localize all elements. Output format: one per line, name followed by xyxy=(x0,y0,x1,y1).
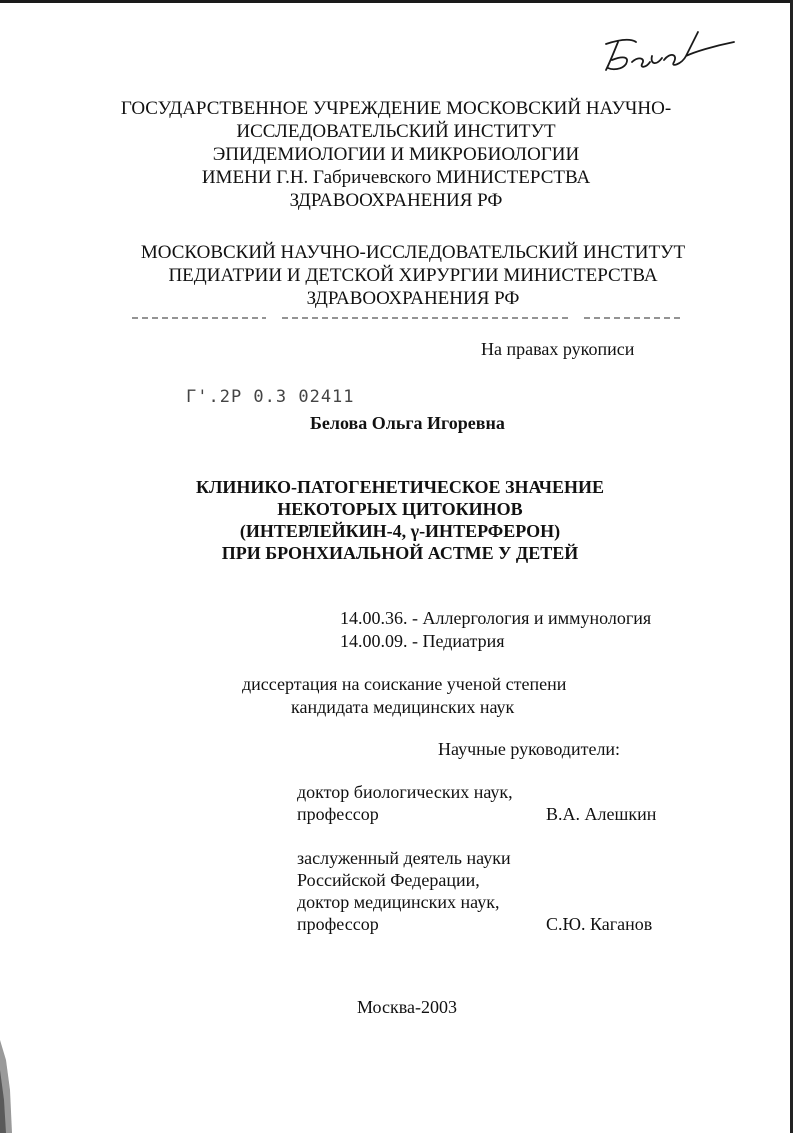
title-line: НЕКОТОРЫХ ЦИТОКИНОВ xyxy=(277,499,523,519)
city-year-footer: Москва-2003 xyxy=(357,997,457,1017)
supervisor-2-credential: заслуженный деятель науки xyxy=(297,848,511,868)
degree-line: диссертация на соискание ученой степени xyxy=(242,674,567,694)
scan-edge-top xyxy=(0,0,793,3)
title-line: ПРИ БРОНХИАЛЬНОЙ АСТМЕ У ДЕТЕЙ xyxy=(221,543,579,563)
manuscript-rights-label: На правах рукописи xyxy=(481,339,635,359)
handwritten-signature xyxy=(596,22,736,77)
supervisors-heading: Научные руководители: xyxy=(438,739,621,759)
scan-edge-shadow xyxy=(0,1040,14,1133)
archive-stamp-number: Г'.2Р 0.3 02411 xyxy=(186,387,355,407)
supervisor-1-name: В.А. Алешкин xyxy=(546,804,657,824)
institution-2-line: МОСКОВСКИЙ НАУЧНО-ИССЛЕДОВАТЕЛЬСКИЙ ИНСТИТУТ xyxy=(140,242,686,263)
supervisor-2-credential: профессор xyxy=(297,914,379,934)
dashed-divider xyxy=(132,314,684,322)
supervisor-2-name: С.Ю. Каганов xyxy=(546,914,653,934)
degree-line: кандидата медицинских наук xyxy=(291,697,515,717)
institution-1-line: ИМЕНИ Г.Н. Габричевского МИНИСТЕРСТВА xyxy=(201,167,591,188)
specialty-line: 14.00.09. - Педиатрия xyxy=(340,631,505,651)
institution-1-line: ЭПИДЕМИОЛОГИИ И МИКРОБИОЛОГИИ xyxy=(212,144,580,165)
institution-1-line: ЗДРАВООХРАНЕНИЯ РФ xyxy=(289,190,503,211)
title-line: (ИНТЕРЛЕЙКИН-4, γ-ИНТЕРФЕРОН) xyxy=(239,521,561,541)
institution-2-block xyxy=(96,241,730,310)
dissertation-title xyxy=(100,476,700,564)
supervisor-2-credential: Российской Федерации, xyxy=(297,870,480,890)
supervisor-2-credential: доктор медицинских наук, xyxy=(297,892,500,912)
title-line: КЛИНИКО-ПАТОГЕНЕТИЧЕСКОЕ ЗНАЧЕНИЕ xyxy=(195,477,605,497)
institution-1-line: ГОСУДАРСТВЕННОЕ УЧРЕЖДЕНИЕ МОСКОВСКИЙ НАУЧНО- xyxy=(120,98,672,119)
supervisor-1-credential: профессор xyxy=(297,804,379,824)
specialty-line: 14.00.36. - Аллергология и иммунология xyxy=(340,608,652,628)
institution-2-line: ЗДРАВООХРАНЕНИЯ РФ xyxy=(306,288,520,309)
supervisor-1-credential: доктор биологических наук, xyxy=(297,782,513,802)
institution-1-block xyxy=(96,97,696,212)
institution-2-line: ПЕДИАТРИИ И ДЕТСКОЙ ХИРУРГИИ МИНИСТЕРСТВА xyxy=(168,265,658,286)
author-name: Белова Ольга Игоревна xyxy=(310,413,505,433)
institution-1-line: ИССЛЕДОВАТЕЛЬСКИЙ ИНСТИТУТ xyxy=(236,121,556,142)
